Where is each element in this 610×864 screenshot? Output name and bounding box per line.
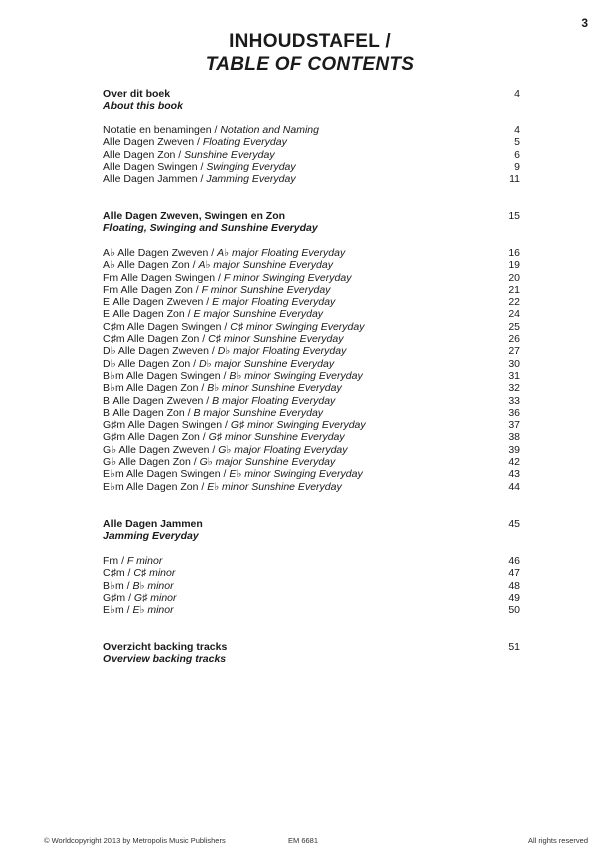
toc-entry: Alle Dagen Swingen / Swinging Everyday 9 — [103, 160, 520, 173]
section-subtitle: Jamming Everyday — [103, 530, 199, 543]
toc-entry: Alle Dagen Zweven / Floating Everyday 5 — [103, 136, 520, 149]
section-title: Alle Dagen Jammen — [103, 518, 203, 530]
toc-entry: B♭m / B♭ minor 48 — [103, 579, 520, 592]
toc-entry: B♭m Alle Dagen Swingen / B♭ minor Swinging Everyday 31 — [103, 369, 520, 382]
toc-entry: Alle Dagen Zon / Sunshine Everyday 6 — [103, 148, 520, 161]
footer-code: EM 6681 — [288, 836, 319, 845]
toc-entry: G♭ Alle Dagen Zon / G♭ major Sunshine Everyday 42 — [103, 456, 520, 469]
toc-entry: B♭m Alle Dagen Zon / B♭ minor Sunshine Everyday 32 — [103, 382, 520, 395]
toc-entry: G♯m / G♯ minor 49 — [103, 591, 520, 604]
toc-entry: G♯m Alle Dagen Swingen / G♯ minor Swinging Everyday 37 — [103, 419, 520, 432]
toc-entry: E♭m Alle Dagen Swingen / E♭ minor Swinging Everyday 43 — [103, 468, 520, 481]
title-dutch: INHOUDSTAFEL / — [229, 31, 391, 52]
toc-entry: C♯m Alle Dagen Swingen / C♯ minor Swinging Everyday 25 — [103, 320, 520, 333]
toc-entry: E♭m Alle Dagen Zon / E♭ minor Sunshine Everyday 44 — [103, 480, 520, 493]
toc-entry: Notatie en benamingen / Notation and Naming 4 — [103, 124, 520, 136]
page-number: 3 — [581, 16, 588, 30]
toc-entry: C♯m / C♯ minor 47 — [103, 567, 520, 580]
toc-section-4 — [103, 641, 520, 666]
toc-entry: B Alle Dagen Zon / B major Sunshine Everyday 36 — [103, 406, 520, 419]
toc-entry: E♭m / E♭ minor 50 — [103, 604, 520, 617]
footer-rights: All rights reserved — [527, 836, 588, 845]
section-subtitle: Floating, Swinging and Sunshine Everyday — [103, 222, 318, 235]
toc-entry: D♭ Alle Dagen Zon / D♭ major Sunshine Everyday 30 — [103, 357, 520, 370]
toc-section-3 — [103, 518, 520, 543]
toc-entry: G♭ Alle Dagen Zweven / G♭ major Floating Everyday 39 — [103, 443, 520, 456]
toc-entry: D♭ Alle Dagen Zweven / D♭ major Floating Everyday 27 — [103, 345, 520, 358]
toc-entry: E Alle Dagen Zon / E major Sunshine Everyday 24 — [103, 308, 520, 321]
section-subtitle: Overview backing tracks — [103, 653, 227, 666]
toc-entry: G♯m Alle Dagen Zon / G♯ minor Sunshine Everyday 38 — [103, 431, 520, 444]
page-title — [0, 30, 610, 76]
title-english: TABLE OF CONTENTS — [205, 54, 415, 75]
section-title: Alle Dagen Zweven, Swingen en Zon — [103, 210, 286, 222]
section-subtitle: About this book — [103, 100, 183, 113]
section-title: Overzicht backing tracks — [103, 641, 228, 653]
section-page: 15 — [508, 210, 520, 222]
toc-entry: Fm Alle Dagen Zon / F minor Sunshine Everyday 21 — [103, 283, 520, 296]
section-page: 45 — [508, 518, 520, 530]
section-page: 4 — [514, 88, 520, 100]
toc-entry: Alle Dagen Jammen / Jamming Everyday 11 — [103, 173, 520, 186]
toc-entry: Fm / F minor 46 — [103, 555, 520, 567]
toc-entry: A♭ Alle Dagen Zweven / A♭ major Floating Everyday 16 — [103, 247, 520, 259]
toc-entries-1 — [103, 124, 520, 185]
toc-entry: B Alle Dagen Zweven / B major Floating Everyday 33 — [103, 394, 520, 407]
toc-entry: A♭ Alle Dagen Zon / A♭ major Sunshine Everyday 19 — [103, 259, 520, 272]
toc-entry: Fm Alle Dagen Swingen / F minor Swinging Everyday 20 — [103, 271, 520, 284]
section-title: Over dit boek — [103, 88, 171, 100]
toc-entries-2 — [103, 247, 520, 493]
toc-entry: C♯m Alle Dagen Zon / C♯ minor Sunshine Everyday 26 — [103, 333, 520, 346]
footer-copyright: © Worldcopyright 2013 by Metropolis Music Publishers — [44, 836, 226, 845]
section-page: 51 — [508, 641, 520, 653]
toc-entry: E Alle Dagen Zweven / E major Floating Everyday 22 — [103, 296, 520, 309]
toc-section-2 — [103, 210, 520, 235]
toc-entries-3 — [103, 555, 520, 616]
toc-section-1 — [103, 88, 520, 113]
